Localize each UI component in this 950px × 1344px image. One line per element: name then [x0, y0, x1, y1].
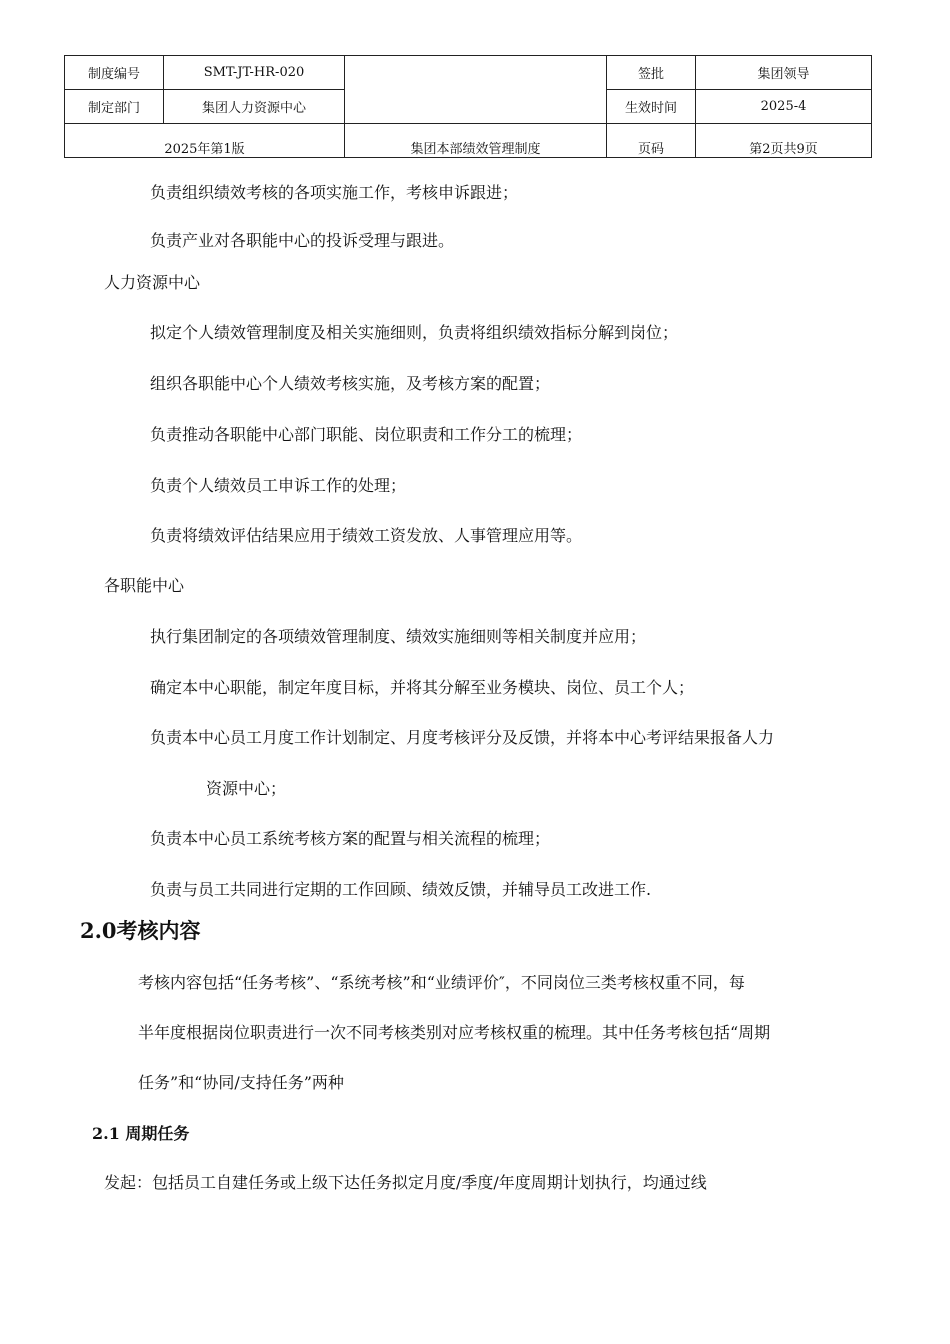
section-heading: 2.0考核内容	[80, 918, 201, 943]
duty-line: 负责与员工共同进行定期的工作回顾、绩效反馈，并辅导员工改进工作.	[150, 880, 652, 899]
duty-line: 确定本中心职能，制定年度目标，并将其分解至业务模块、岗位、员工个人；	[150, 678, 695, 697]
duty-line: 负责组织绩效考核的各项实施工作，考核申诉跟进；	[150, 183, 519, 202]
effective-label: 生效时间	[607, 90, 696, 124]
section-paragraph-line: 考核内容包括“任务考核”、“系统考核”和“业绩评价″，不同岗位三类考核权重不同，每	[138, 973, 745, 992]
duty-line: 负责推动各职能中心部门职能、岗位职责和工作分工的梳理；	[150, 425, 583, 444]
subsection-heading: 2.1 周期任务	[92, 1124, 190, 1143]
blank-cell	[345, 56, 607, 124]
role-heading: 人力资源中心	[104, 273, 201, 292]
duty-line-continued: 资源中心；	[206, 779, 287, 798]
dept-label: 制定部门	[65, 90, 164, 124]
dept-value: 集团人力资源中心	[164, 90, 345, 124]
page-value: 第2页共9页	[696, 124, 872, 158]
duty-line: 负责产业对各职能中心的投诉受理与跟进。	[150, 231, 455, 250]
role-heading: 各职能中心	[104, 576, 185, 595]
approve-value: 集团领导	[696, 56, 872, 90]
document-header-table	[64, 55, 872, 158]
page-label: 页码	[607, 124, 696, 158]
duty-line: 拟定个人绩效管理制度及相关实施细则，负责将组织绩效指标分解到岗位；	[150, 323, 679, 342]
doc-title-cell: 集团本部绩效管理制度	[345, 124, 607, 158]
body-line: 发起：包括员工自建任务或上级下达任务拟定月度/季度/年度周期计划执行，均通过线	[104, 1173, 707, 1192]
code-label: 制度编号	[65, 56, 164, 90]
duty-line: 执行集团制定的各项绩效管理制度、绩效实施细则等相关制度并应用；	[150, 627, 647, 646]
duty-line: 组织各职能中心个人绩效考核实施，及考核方案的配置；	[150, 374, 551, 393]
duty-line: 负责本中心员工月度工作计划制定、月度考核评分及反馈，并将本中心考评结果报备人力	[150, 728, 775, 747]
approve-label: 签批	[607, 56, 696, 90]
duty-line: 负责个人绩效员工申诉工作的处理；	[150, 476, 407, 495]
section-paragraph-line: 半年度根据岗位职责进行一次不同考核类别对应考核权重的梳理。其中任务考核包括“周期	[138, 1023, 771, 1042]
version-cell: 2025年第1版	[65, 124, 345, 158]
section-paragraph-line: 任务”和“协同/支持任务”两种	[138, 1073, 344, 1092]
effective-value: 2025-4	[696, 90, 872, 124]
duty-line: 负责本中心员工系统考核方案的配置与相关流程的梳理；	[150, 829, 551, 848]
code-value: SMT-JT-HR-020	[164, 56, 345, 90]
duty-line: 负责将绩效评估结果应用于绩效工资发放、人事管理应用等。	[150, 526, 583, 545]
